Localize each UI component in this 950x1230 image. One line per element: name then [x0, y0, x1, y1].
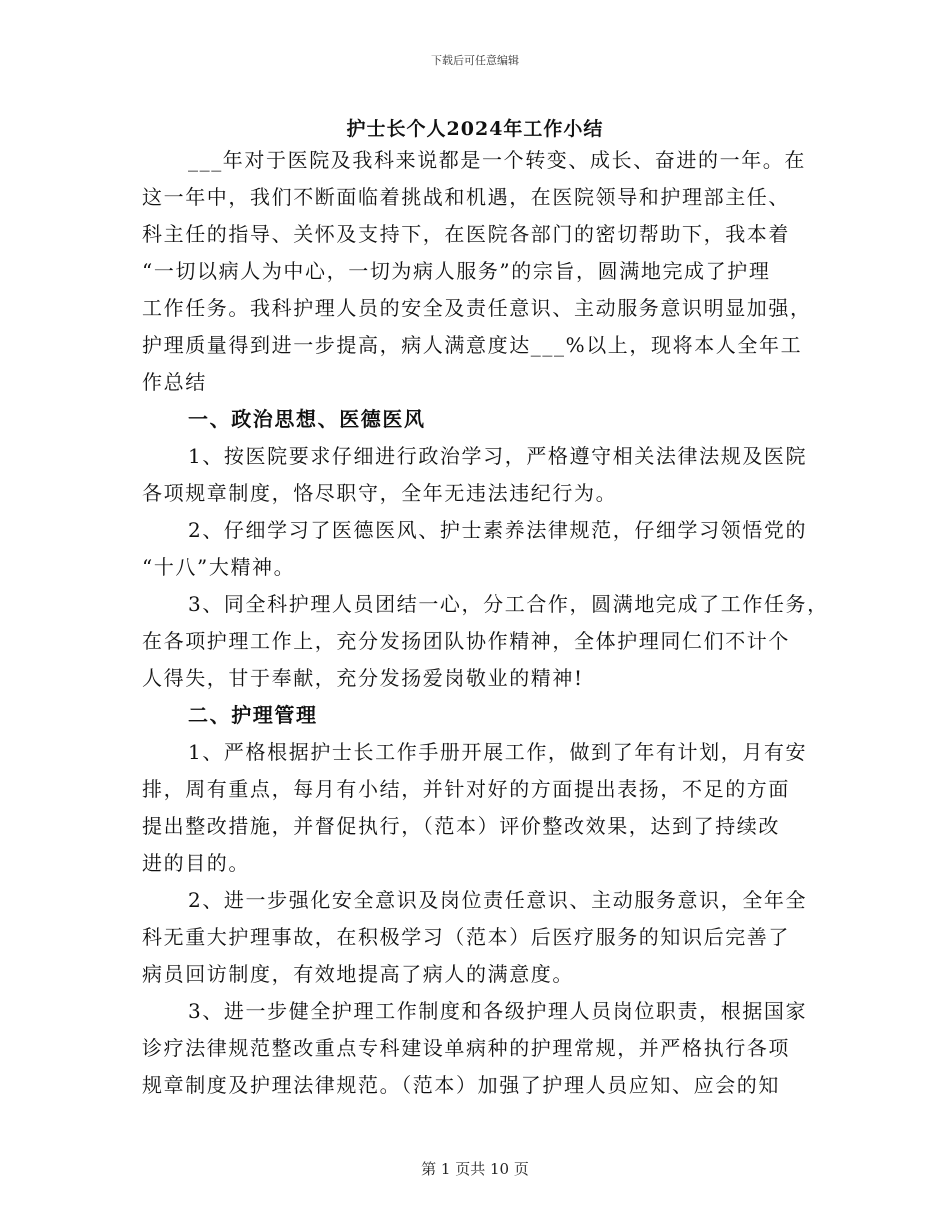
paragraph-line: 人得失，甘于奉献，充分发扬爱岗敬业的精神! [142, 666, 584, 690]
paragraph-line: 排，周有重点，每月有小结，并针对好的方面提出表扬，不足的方面 [142, 777, 790, 801]
paragraph-line: 各项规章制度，恪尽职守，全年无违法违纪行为。 [142, 481, 618, 505]
paragraph-line: 规章制度及护理法律规范。（范本）加强了护理人员应知、应会的知 [142, 1073, 780, 1097]
paragraph-line: 在各项护理工作上，充分发扬团队协作精神，全体护理同仁们不计个 [142, 629, 790, 653]
paragraph-line: 1、按医院要求仔细进行政治学习，严格遵守相关法律法规及医院 [188, 444, 808, 468]
paragraph-line: 这一年中，我们不断面临着挑战和机遇，在医院领导和护理部主任、 [142, 185, 790, 209]
paragraph-line: “十八”大精神。 [142, 555, 296, 579]
paragraph-line: 2、仔细学习了医德医风、护士素养法律规范，仔细学习领悟党的 [188, 518, 808, 542]
paragraph-line: 科主任的指导、关怀及支持下，在医院各部门的密切帮助下，我本着 [142, 222, 790, 246]
document-title: 护士长个人2024年工作小结 [346, 118, 604, 140]
section-heading-politics: 一、政治思想、医德医风 [188, 407, 426, 431]
paragraph-line: 1、严格根据护士长工作手册开展工作，做到了年有计划，月有安 [188, 740, 808, 764]
paragraph-line: 2、进一步强化安全意识及岗位责任意识、主动服务意识，全年全 [188, 888, 808, 912]
document-body [142, 142, 829, 1104]
paragraph-line: 病员回访制度，有效地提高了病人的满意度。 [142, 962, 574, 986]
page-footer: 第 1 页共 10 页 [421, 1160, 529, 1178]
paragraph-line: 诊疗法律规范整改重点专科建设单病种的护理常规，并严格执行各项 [142, 1036, 790, 1060]
paragraph-line: 3、同全科护理人员团结一心，分工合作，圆满地完成了工作任务， [188, 592, 829, 616]
paragraph-line: 工作任务。我科护理人员的安全及责任意识、主动服务意识明显加强， [142, 296, 812, 320]
paragraph-line: 作总结 [142, 370, 207, 394]
paragraph-line: 进的目的。 [142, 851, 250, 875]
paragraph-line: “一切以病人为中心，一切为病人服务”的宗旨，圆满地完成了护理 [142, 259, 771, 283]
paragraph-line: 3、进一步健全护理工作制度和各级护理人员岗位职责，根据国家 [188, 999, 808, 1023]
paragraph-line: 提出整改措施，并督促执行，（范本）评价整改效果，达到了持续改 [142, 814, 780, 838]
header-note: 下载后可任意编辑 [431, 54, 519, 67]
paragraph-line: ___年对于医院及我科来说都是一个转变、成长、奋进的一年。在 [188, 148, 806, 172]
paragraph-line: 科无重大护理事故，在积极学习（范本）后医疗服务的知识后完善了 [142, 925, 790, 949]
paragraph-line: 护理质量得到进一步提高，病人满意度达___%以上，现将本人全年工 [142, 333, 803, 357]
section-heading-nursing-management: 二、护理管理 [188, 703, 318, 727]
